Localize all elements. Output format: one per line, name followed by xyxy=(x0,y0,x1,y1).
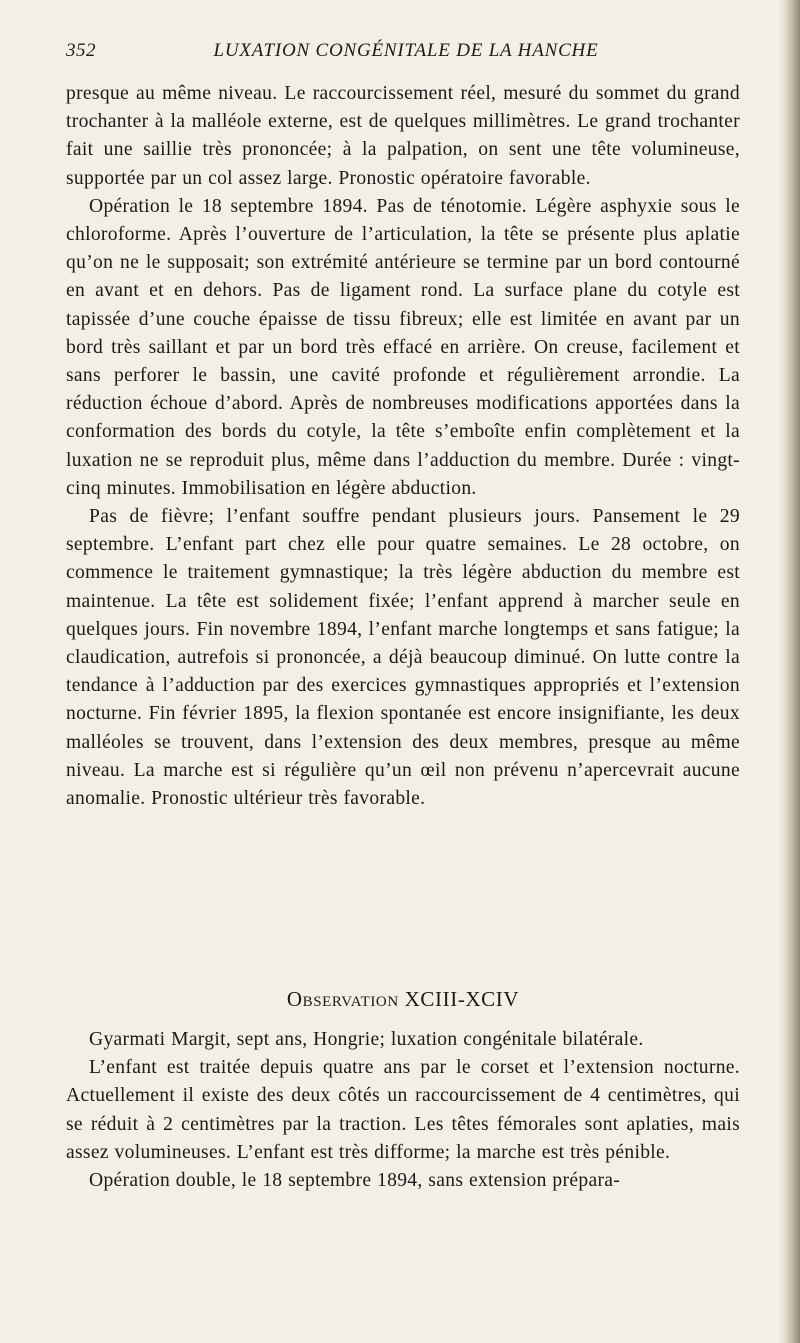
paragraph: Opération double, le 18 septembre 1894, sans extension prépara- xyxy=(89,1170,621,1192)
body-text xyxy=(66,80,740,813)
paragraph: Gyarmati Margit, sept ans, Hongrie; luxation congénitale bilatérale. xyxy=(89,1029,644,1050)
paragraph: presque au même niveau. Le raccourcissement réel, mesuré du sommet du grand trochanter à la malléole externe, est de quelques millimètres. Le grand trochanter fait une saillie très prononcée; à la palpation, on sent une tête volumineuse, supportée par un col assez large. Pronostic opératoire favorable. xyxy=(66,83,740,189)
paragraph: Pas de fièvre; l’enfant souffre pendant plusieurs jours. Pansement le 29 septembre. L’enfant part chez elle pour quatre semaines. Le 28 octobre, on commence le traitement gymnastique; la très légère abduction du membre est maintenue. La tête est solidement fixée; l’enfant apprend à marcher seule en quelques jours. Fin novembre 1894, l’enfant marche longtemps et sans fatigue; la claudication, autrefois si prononcée, a déjà beaucoup diminué. On lutte contre la tendance à l’adduction par des exercices gymnastiques appropriés et l’extension nocturne. Fin février 1895, la flexion spontanée est encore insignifiante, les deux malléoles se trouvent, dans l’extension des deux membres, presque au même niveau. La marche est si régulière qu’un œil non prévenu n’apercevrait aucune anomalie. Pronostic ultérieur très favorable. xyxy=(66,506,740,810)
page-number: 352 xyxy=(66,40,96,61)
paragraph: Opération le 18 septembre 1894. Pas de ténotomie. Légère asphyxie sous le chloroforme. Après l’ouverture de l’articulation, la tête se présente plus aplatie qu’on ne le supposait; son extrémité antérieure se termine par un bord contourné en avant et en dehors. Pas de ligament rond. La surface plane du cotyle est tapissée d’une couche épaisse de tissu fibreux; elle est limitée en avant par un bord très saillant et par un bord très effacé en arrière. On creuse, facilement et sans perforer le bassin, une cavité profonde et régulièrement arrondie. La réduction échoue d’abord. Après de nombreuses modifications apportées dans la conformation des bords du cotyle, la tête s’emboîte enfin complètement et la luxation ne se reproduit plus, même dans l’adduction du membre. Durée : vingt-cinq minutes. Immobilisation en légère abduction. xyxy=(66,195,740,499)
observation-heading xyxy=(66,987,740,1012)
page-header xyxy=(66,40,736,70)
observation-text xyxy=(66,1026,740,1195)
observation-number: XCIII-XCIV xyxy=(404,987,520,1011)
paragraph: L’enfant est traitée depuis quatre ans par le corset et l’extension nocturne. Actuellement il existe des deux côtés un raccourcissement de 4 centimètres, qui se réduit à 2 centimètres par la traction. Les têtes fémorales sont aplaties, mais assez volumineuses. L’enfant est très difforme; la marche est très pénible. xyxy=(66,1057,740,1163)
page-edge xyxy=(778,0,800,1343)
running-title: LUXATION CONGÉNITALE DE LA HANCHE xyxy=(213,40,599,61)
observation-label: Observation xyxy=(286,987,399,1011)
